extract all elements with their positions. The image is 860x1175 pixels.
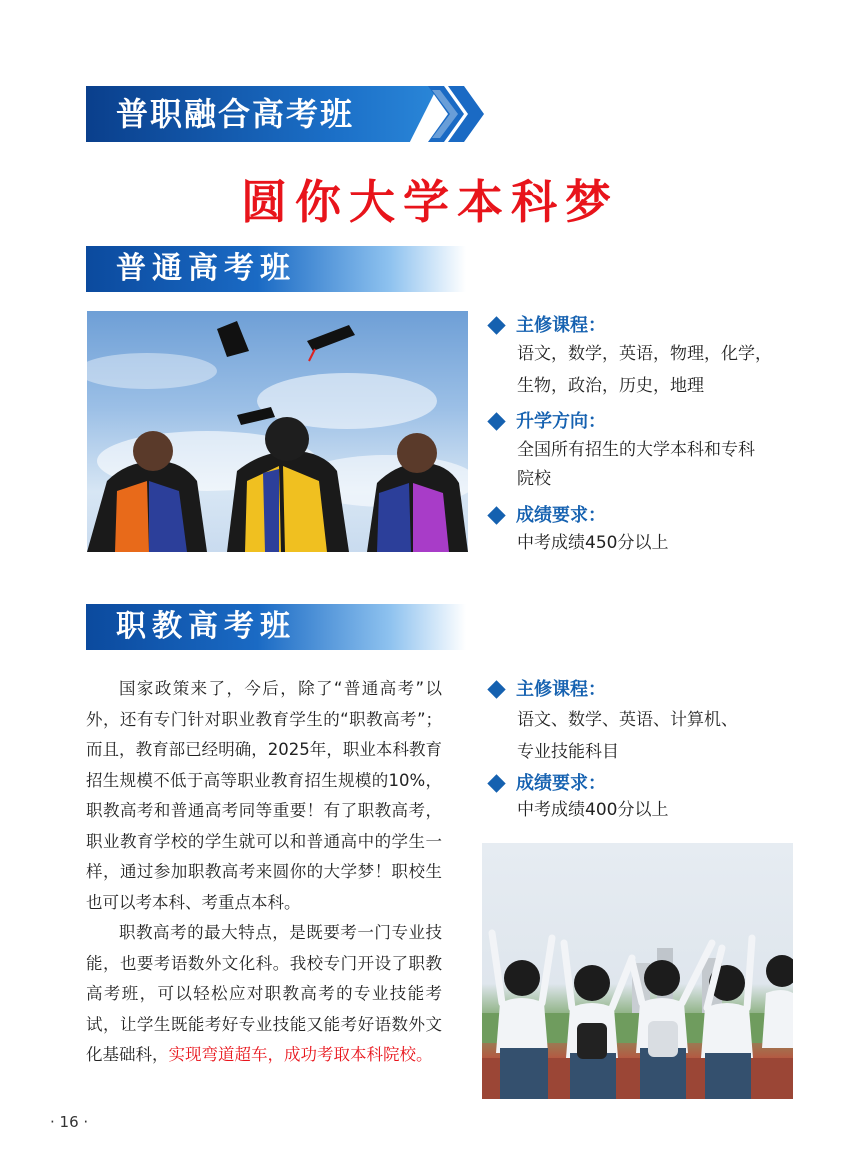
graduation-photo xyxy=(87,311,468,552)
section1-direction-label: 升学方向： xyxy=(516,411,606,432)
section2-body-text xyxy=(86,674,442,1071)
top-banner-title: 普职融合高考班 xyxy=(116,95,355,133)
section1-score-label: 成绩要求： xyxy=(516,505,606,526)
section2-courses-heading xyxy=(488,676,606,704)
diamond-bullet-icon xyxy=(487,506,505,524)
section2-courses-line1: 语文、数学、英语、计算机、 xyxy=(517,710,738,730)
section2-score-label: 成绩要求： xyxy=(516,773,606,794)
section1-courses-line2: 生物，政治，历史，地理 xyxy=(517,376,704,396)
section2-paragraph2-highlight: 实现弯道超车，成功考取本科院校。 xyxy=(168,1045,433,1064)
diamond-bullet-icon xyxy=(487,412,505,430)
section2-courses-line2: 专业技能科目 xyxy=(517,742,619,762)
students-illustration xyxy=(482,843,793,1099)
section1-direction-heading xyxy=(488,408,606,436)
section2-paragraph1: 国家政策来了，今后，除了“普通高考”以外，还有专门针对职业教育学生的“职教高考”；而且，教育部已经明确，2025年，职业本科教育招生规模不低于高等职业教育招生规模的10%，职教高考和普通高考同等重要！有了职教高考，职业教育学校的学生就可以和普通高中的学生一样，通过参加职教高考来圆你的大学梦！职校生也可以考本科、考重点本科。 xyxy=(86,679,442,912)
section2-courses-label: 主修课程： xyxy=(516,679,606,700)
section1-courses-line1: 语文，数学，英语，物理，化学， xyxy=(517,344,772,364)
students-cheering-photo xyxy=(482,843,793,1099)
section1-score-text: 中考成绩450分以上 xyxy=(517,533,669,553)
section1-direction-line2: 院校 xyxy=(517,469,551,489)
section2-score-text: 中考成绩400分以上 xyxy=(517,800,669,820)
section1-courses-heading xyxy=(488,312,606,340)
graduation-illustration xyxy=(87,311,468,552)
section2-paragraph2 xyxy=(86,918,442,1071)
slogan-heading: 圆你大学本科梦 xyxy=(241,175,619,229)
section1-score-heading xyxy=(488,502,606,530)
diamond-bullet-icon xyxy=(487,774,505,792)
diamond-bullet-icon xyxy=(487,680,505,698)
section1-courses-label: 主修课程： xyxy=(516,315,606,336)
chevron-right-icon xyxy=(424,86,488,142)
section2-title: 职教高考班 xyxy=(116,609,296,644)
diamond-bullet-icon xyxy=(487,316,505,334)
section2-paragraph2-plain: 职教高考的最大特点，是既要考一门专业技能，也要考语数外文化科。我校专门开设了职教高考班，可以轻松应对职教高考的专业技能考试，让学生既能考好专业技能又能考好语数外文化基础科， xyxy=(86,923,442,1064)
section1-direction-line1: 全国所有招生的大学本科和专科 xyxy=(517,440,755,460)
section1-title: 普通高考班 xyxy=(116,251,296,286)
page-number: · 16 · xyxy=(50,1113,89,1131)
